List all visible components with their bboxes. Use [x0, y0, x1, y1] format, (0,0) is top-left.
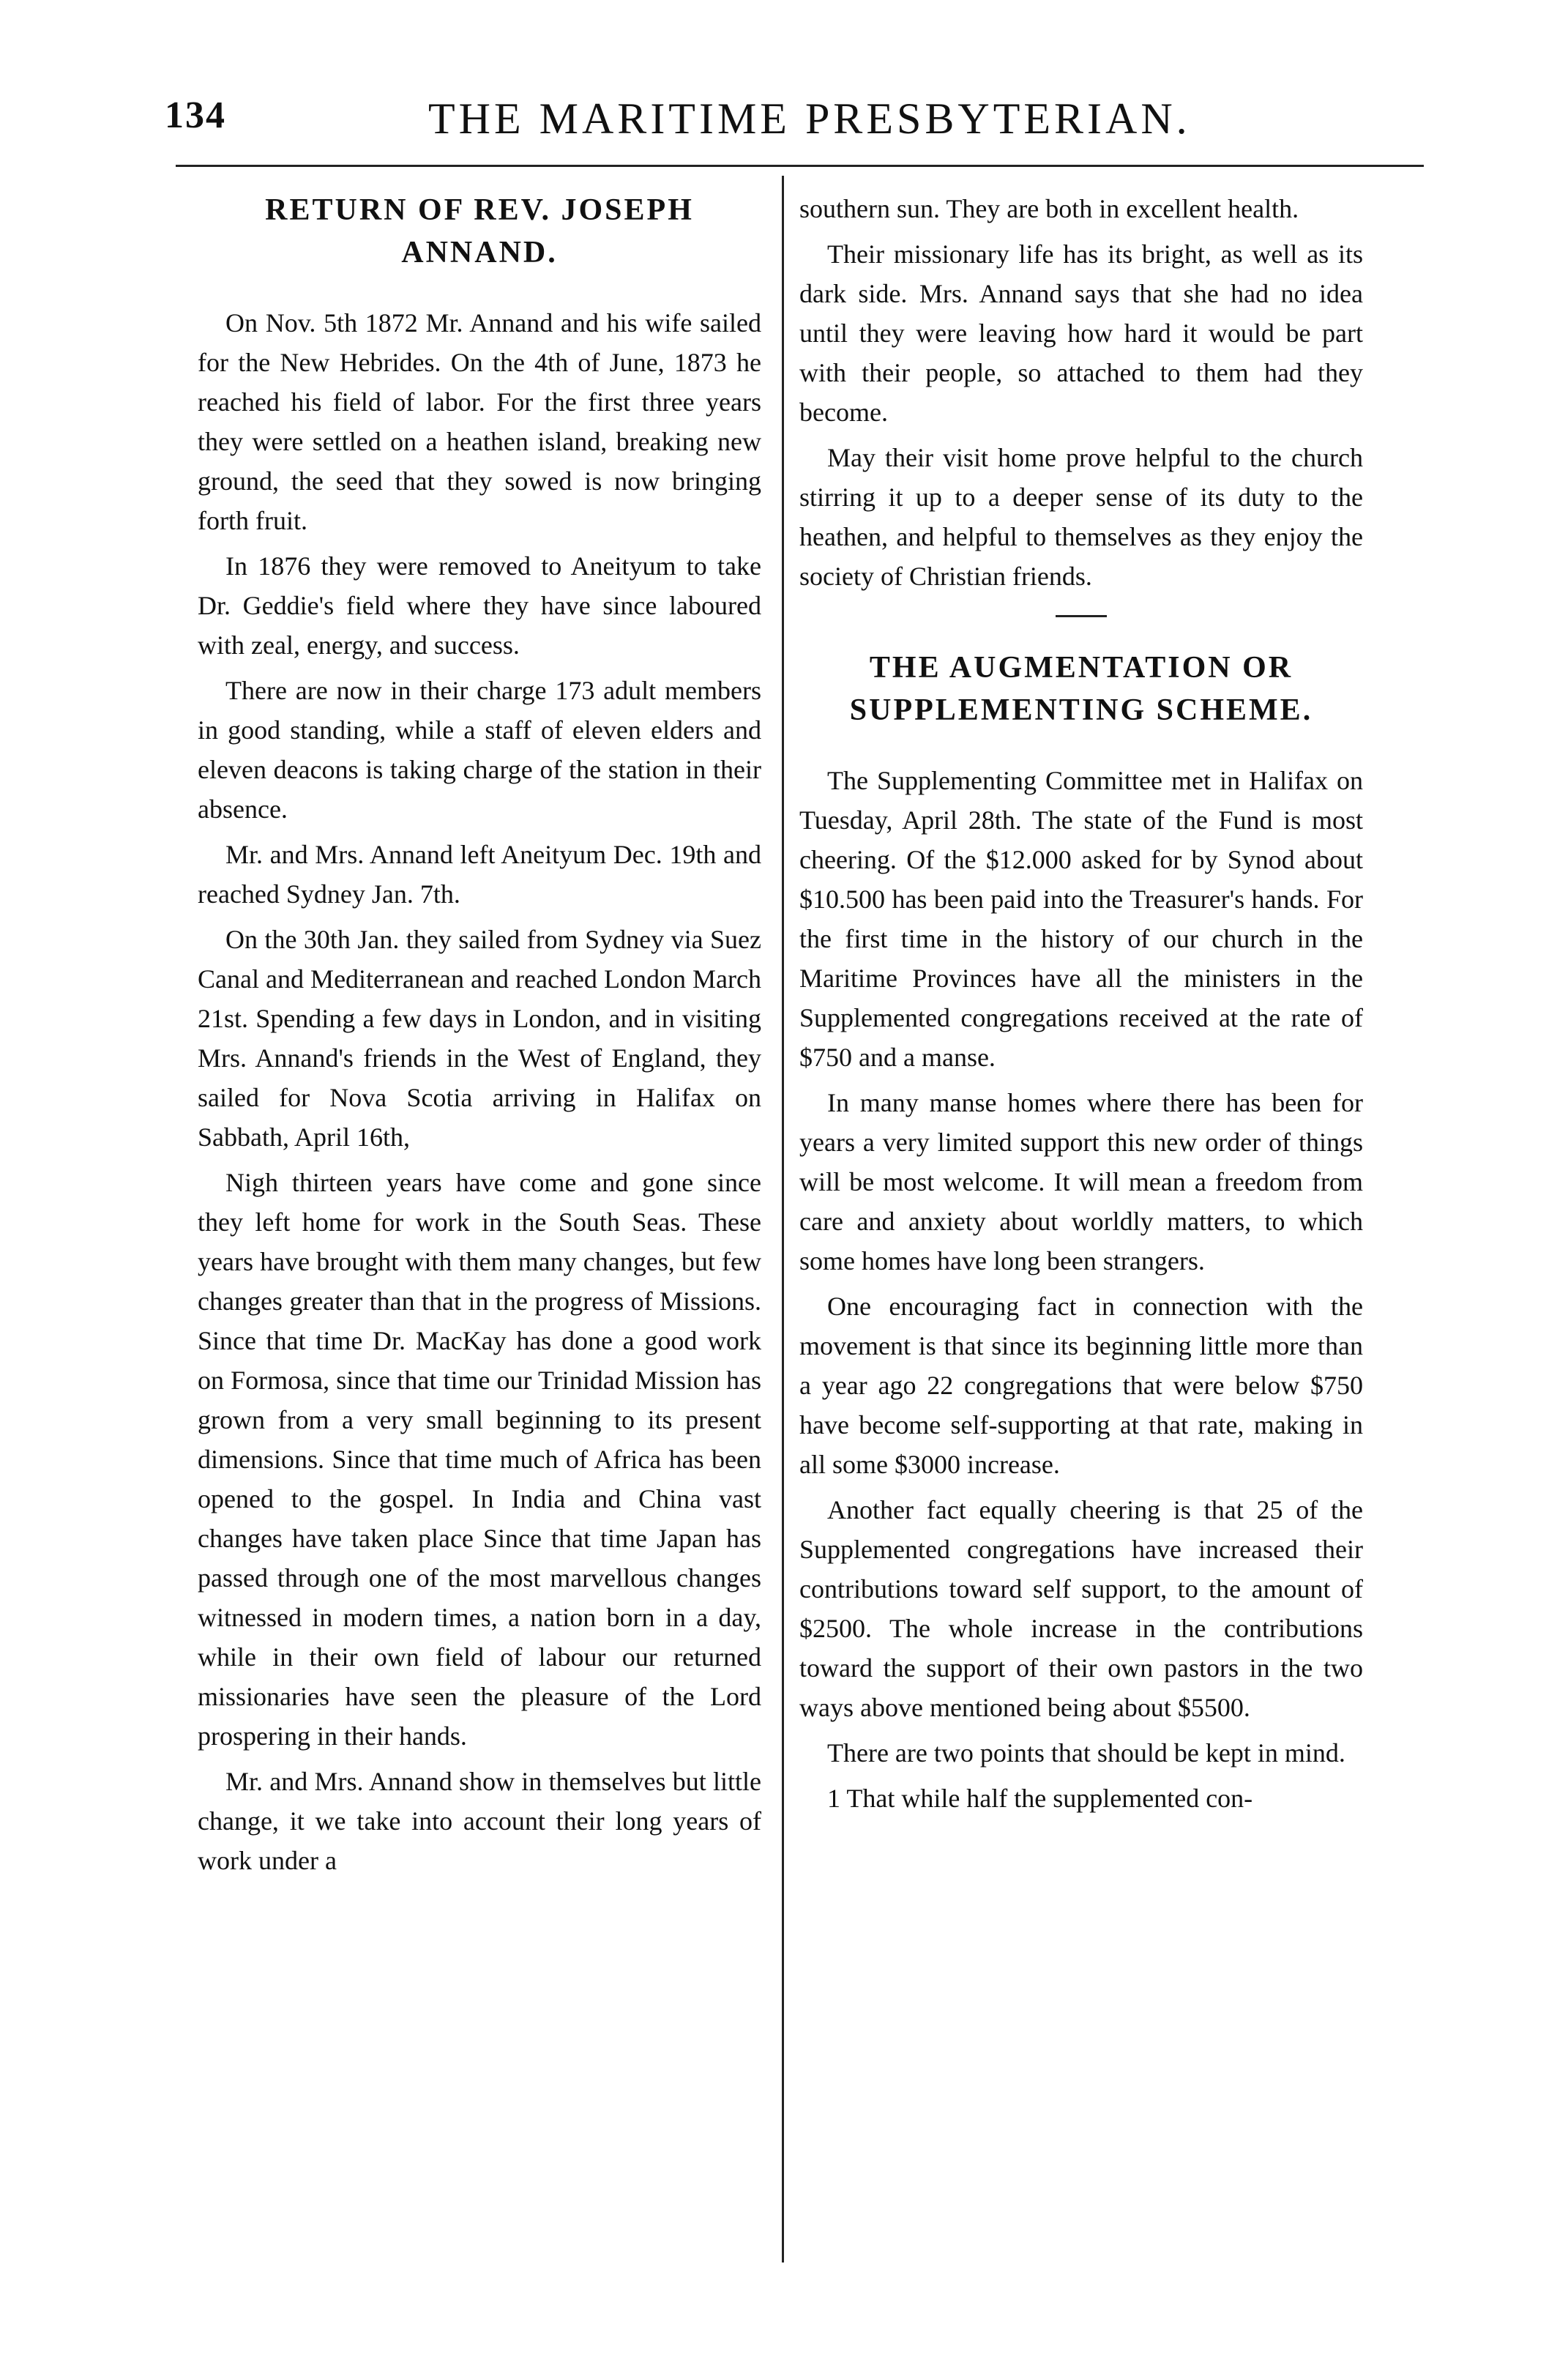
paragraph: One encouraging fact in connection with the movement is that since its beginning little more than a year ago 22 congregations that were below $750 have become self-supporting at that rate, making in all some $3000 increase. [799, 1292, 1363, 1479]
paragraph: There are now in their charge 173 adult members in good standing, while a staff of eleven elders and eleven deacons is taking charge of the station in their absence. [198, 676, 761, 824]
page-header [165, 94, 1438, 152]
page-number: 134 [165, 94, 226, 136]
section-divider [1056, 615, 1107, 617]
paragraph: southern sun. They are both in excellent health. [799, 194, 1299, 223]
paragraph: There are two points that should be kept in mind. [827, 1738, 1345, 1768]
article-heading-annand: RETURN OF REV. JOSEPH ANNAND. [265, 193, 694, 269]
left-column [198, 189, 761, 1880]
header-rule [176, 165, 1424, 167]
running-title: THE MARITIME PRESBYTERIAN. [428, 94, 1191, 143]
paragraph: Mr. and Mrs. Annand show in themselves but little change, it we take into account their long years of work under a [198, 1767, 761, 1875]
paragraph: Another fact equally cheering is that 25 of the Supplemented congregations have increased their contributions toward self support, to the amount of $2500. The whole increase in the contributions toward the support of their own pastors in the two ways above mentioned being about $5500. [799, 1495, 1363, 1722]
paragraph: The Supplementing Committee met in Halifax on Tuesday, April 28th. The state of the Fund is most cheering. Of the $12.000 asked for by Synod about $10.500 has been paid into the Treasurer's hands. For the first time in the history of our church in the Maritime Provinces have all the ministers in the Supplemented congregations received at the rate of $750 and a manse. [799, 766, 1363, 1072]
paragraph: Nigh thirteen years have come and gone since they left home for work in the South Seas. These years have brought with them many changes, but few changes greater than that in the progress of Missions. Since that time Dr. MacKay has done a good work on Formosa, since that time our Trinidad Mission has grown from a very small beginning to its present dimensions. Since that time much of Africa has been opened to the gospel. In India and China vast changes have taken place Since that time Japan has passed through one of the most marvellous changes witnessed in modern times, a nation born in a day, while in their own field of labour our returned missionaries have seen the pleasure of the Lord prospering in their hands. [198, 1168, 761, 1751]
paragraph: In many manse homes where there has been for years a very limited support this new order of things will be most welcome. It will mean a freedom from care and anxiety about worldly matters, to which some homes have long been strangers. [799, 1088, 1363, 1275]
paragraph: 1 That while half the supplemented con- [827, 1784, 1253, 1813]
paragraph: In 1876 they were removed to Aneityum to take Dr. Geddie's field where they have since laboured with zeal, energy, and success. [198, 551, 761, 660]
paragraph: Their missionary life has its bright, as well as its dark side. Mrs. Annand says that she had no idea until they were leaving how hard it would be part with their people, so attached to them had they become. [799, 239, 1363, 427]
column-divider [782, 176, 784, 2262]
paragraph: On the 30th Jan. they sailed from Sydney via Suez Canal and Mediterranean and reached London March 21st. Spending a few days in London, and in visiting Mrs. Annand's friends in the West of England, they sailed for Nova Scotia arriving in Halifax on Sabbath, April 16th, [198, 925, 761, 1152]
right-column [799, 189, 1363, 1818]
paragraph: May their visit home prove helpful to the church stirring it up to a deeper sense of its duty to the heathen, and helpful to themselves as they enjoy the society of Christian friends. [799, 443, 1363, 591]
paragraph: Mr. and Mrs. Annand left Aneityum Dec. 19th and reached Sydney Jan. 7th. [198, 840, 761, 909]
article-heading-augmentation: THE AUGMENTATION OR SUPPLEMENTING SCHEME. [849, 651, 1313, 727]
paragraph: On Nov. 5th 1872 Mr. Annand and his wife sailed for the New Hebrides. On the 4th of June, 1873 he reached his field of labor. For the first three years they were settled on a heathen island, breaking new ground, the seed that they sowed is now bringing forth fruit. [198, 308, 761, 535]
